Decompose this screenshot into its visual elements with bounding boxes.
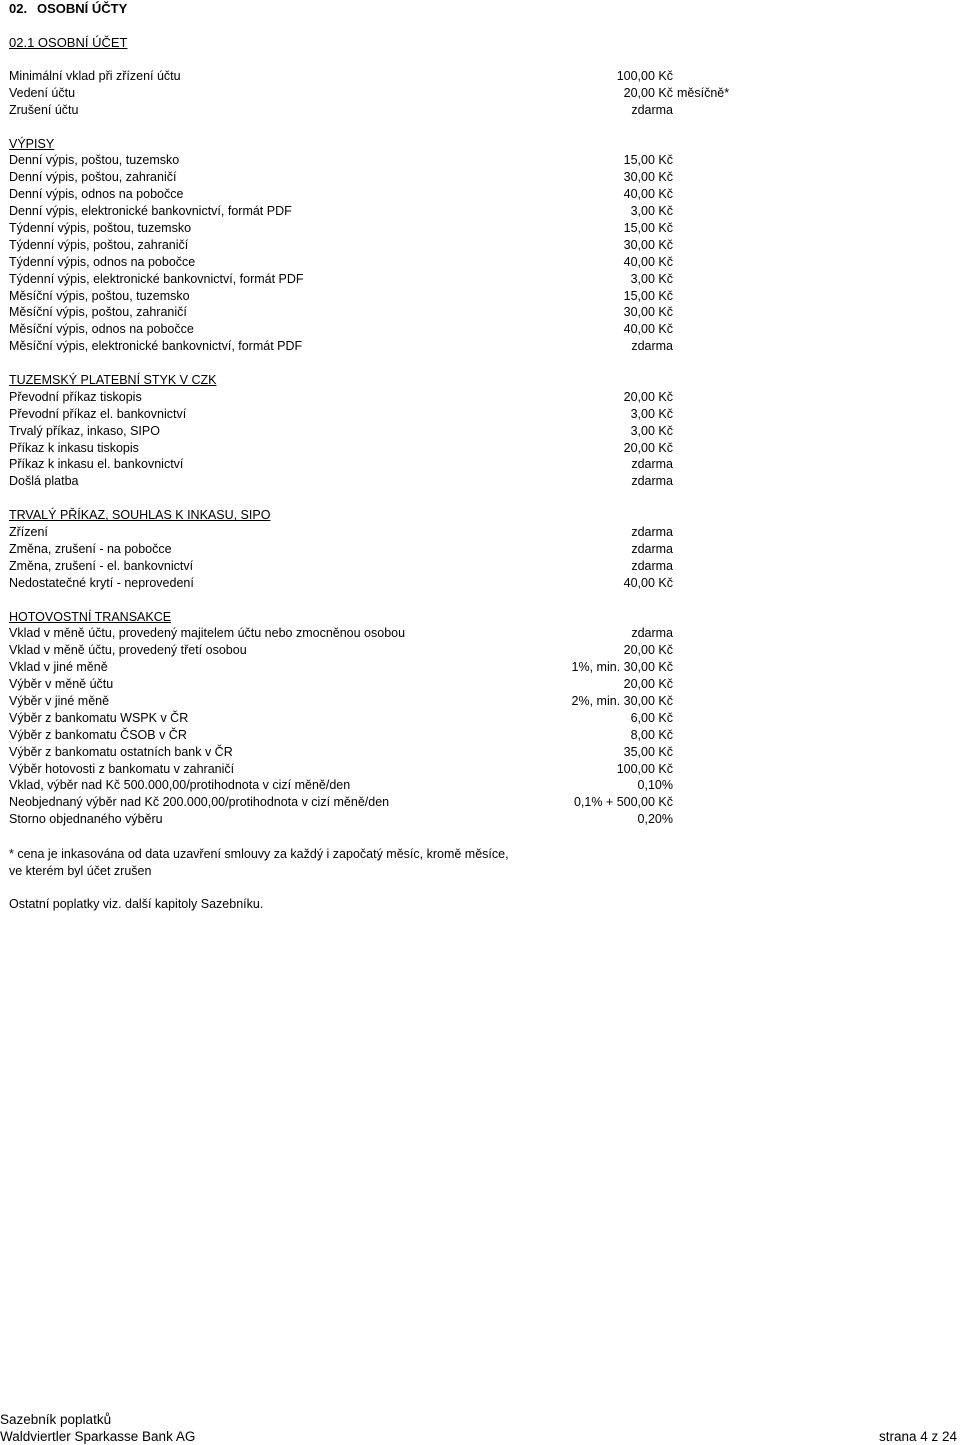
spacer <box>9 355 729 372</box>
fee-value: 6,00 Kč <box>630 710 673 725</box>
section-heading: TUZEMSKÝ PLATEBNÍ STYK V CZK <box>9 373 217 388</box>
fee-value: 0,10% <box>637 778 673 793</box>
section-heading-statements <box>9 136 729 153</box>
fee-label: Měsíční výpis, elektronické bankovnictví, formát PDF <box>9 339 303 354</box>
fee-value: 15,00 Kč <box>623 288 673 303</box>
fee-label: Příkaz k inkasu el. bankovnictví <box>9 457 184 472</box>
fee-row <box>9 642 729 659</box>
fee-row <box>9 304 729 321</box>
chapter-number: 02. <box>9 1 28 16</box>
subchapter-title: 02.1 OSOBNÍ ÚČET <box>9 35 128 50</box>
fee-row <box>9 440 729 457</box>
standing-rows <box>9 524 729 592</box>
fee-label: Změna, zrušení - el. bankovnictví <box>9 558 194 573</box>
statements-rows <box>9 152 729 355</box>
fee-row <box>9 676 729 693</box>
footer <box>0 1411 195 1445</box>
fee-value: 15,00 Kč <box>623 153 673 168</box>
section-heading: VÝPISY <box>9 136 55 151</box>
fee-label: Výběr z bankomatu WSPK v ČR <box>9 710 189 725</box>
fee-value: 20,00 Kč <box>623 643 673 658</box>
fee-row <box>9 321 729 338</box>
fee-label: Vklad v měně účtu, provedený majitelem účtu nebo zmocněnou osobou <box>9 626 406 641</box>
fee-label: Měsíční výpis, poštou, tuzemsko <box>9 288 190 303</box>
fee-row <box>9 406 729 423</box>
fee-label: Denní výpis, poštou, zahraničí <box>9 170 177 185</box>
cash-rows <box>9 625 729 828</box>
fee-row <box>9 237 729 254</box>
fee-label: Minimální vklad při zřízení účtu <box>9 69 181 83</box>
fee-row <box>9 169 729 186</box>
fee-value: zdarma <box>631 525 673 540</box>
fee-value: 40,00 Kč <box>623 575 673 590</box>
chapter-name: OSOBNÍ ÚČTY <box>37 1 128 16</box>
section-heading: HOTOVOSTNÍ TRANSAKCE <box>9 609 172 624</box>
fee-value: 20,00 Kč <box>623 677 673 692</box>
fee-row <box>9 811 729 828</box>
fee-row <box>9 203 729 220</box>
fee-suffix: měsíčně* <box>677 85 730 100</box>
fee-value: 3,00 Kč <box>630 271 673 286</box>
fee-row <box>9 777 729 794</box>
fee-list <box>9 68 729 828</box>
fee-row <box>9 271 729 288</box>
fee-label: Příkaz k inkasu tiskopis <box>9 440 139 455</box>
footer-document-title: Sazebník poplatků <box>0 1412 112 1427</box>
spacer <box>9 119 729 136</box>
fee-value: 40,00 Kč <box>623 322 673 337</box>
fee-row <box>9 254 729 271</box>
fee-value: 20,00 Kč <box>623 389 673 404</box>
fee-label: Vklad v měně účtu, provedený třetí osobou <box>9 643 247 658</box>
fee-row <box>9 558 729 575</box>
fee-row <box>9 456 729 473</box>
fee-value: 100,00 Kč <box>616 761 673 776</box>
fee-value: zdarma <box>631 558 673 573</box>
fee-label: Denní výpis, elektronické bankovnictví, formát PDF <box>9 204 292 219</box>
fee-label: Neobjednaný výběr nad Kč 200.000,00/protihodnota v cizí měně/den <box>9 795 390 810</box>
fee-row-account-maintenance <box>9 85 729 102</box>
fee-value: 35,00 Kč <box>623 744 673 759</box>
fee-value: 30,00 Kč <box>623 237 673 252</box>
fee-value: zdarma <box>631 541 673 556</box>
section-heading-standing-orders <box>9 507 729 524</box>
fee-row <box>9 575 729 592</box>
section-heading-cash <box>9 609 729 626</box>
fee-row <box>9 693 729 710</box>
fee-row <box>9 727 729 744</box>
fee-label: Měsíční výpis, odnos na pobočce <box>9 322 194 337</box>
fee-row <box>9 152 729 169</box>
fee-value: 2%, min. 30,00 Kč <box>571 693 673 708</box>
fee-label: Zrušení účtu <box>9 102 79 117</box>
fee-row <box>9 710 729 727</box>
fee-label: Převodní příkaz el. bankovnictví <box>9 406 187 421</box>
fee-label: Týdenní výpis, odnos na pobočce <box>9 254 196 269</box>
fee-value: 1%, min. 30,00 Kč <box>571 660 673 675</box>
fee-value: 8,00 Kč <box>630 727 673 742</box>
fee-row <box>9 659 729 676</box>
section-heading-domestic <box>9 372 729 389</box>
fee-value: 100,00 Kč <box>616 69 673 83</box>
fee-label: Výběr z bankomatu ostatních bank v ČR <box>9 744 233 759</box>
fee-row <box>9 288 729 305</box>
fee-label: Nedostatečné krytí - neprovedení <box>9 575 194 590</box>
fee-row-account-closing <box>9 102 729 119</box>
fee-value: zdarma <box>631 474 673 489</box>
fee-label: Výběr z bankomatu ČSOB v ČR <box>9 727 187 742</box>
fee-label: Výběr v měně účtu <box>9 677 114 692</box>
fee-label: Změna, zrušení - na pobočce <box>9 541 172 556</box>
fee-value: 0,1% + 500,00 Kč <box>573 795 673 810</box>
domestic-rows <box>9 389 729 490</box>
fee-label: Denní výpis, odnos na pobočce <box>9 187 184 202</box>
fee-row <box>9 473 729 490</box>
fee-value: 20,00 Kč <box>623 85 673 100</box>
fee-value: 3,00 Kč <box>630 204 673 219</box>
fee-row <box>9 423 729 440</box>
fee-row <box>9 744 729 761</box>
footnote-line: * cena je inkasována od data uzavření smlouvy za každý i započatý měsíc, kromě měsíce, <box>9 847 509 861</box>
fee-row <box>9 220 729 237</box>
fee-label: Vedení účtu <box>9 85 76 100</box>
fee-row <box>9 338 729 355</box>
fee-label: Týdenní výpis, poštou, zahraničí <box>9 237 189 252</box>
fee-label: Převodní příkaz tiskopis <box>9 389 142 404</box>
fee-row <box>9 761 729 778</box>
fee-label: Týdenní výpis, poštou, tuzemsko <box>9 221 192 236</box>
fee-value: 30,00 Kč <box>623 170 673 185</box>
fee-label: Došlá platba <box>9 474 79 489</box>
fee-label: Zřízení <box>9 525 48 540</box>
fee-label: Týdenní výpis, elektronické bankovnictví, formát PDF <box>9 271 304 286</box>
fee-label: Vklad, výběr nad Kč 500.000,00/protihodnota v cizí měně/den <box>9 778 351 793</box>
fee-row <box>9 625 729 642</box>
fee-value: 3,00 Kč <box>630 423 673 438</box>
fee-value: 30,00 Kč <box>623 305 673 320</box>
chapter-title <box>9 1 127 18</box>
fee-value: zdarma <box>631 457 673 472</box>
fee-value: 3,00 Kč <box>630 406 673 421</box>
spacer <box>9 490 729 507</box>
footnote <box>9 846 629 880</box>
fee-value: 20,00 Kč <box>623 440 673 455</box>
fee-label: Výběr v jiné měně <box>9 693 110 708</box>
fee-value: 40,00 Kč <box>623 187 673 202</box>
fee-value: 0,20% <box>637 812 673 827</box>
fee-row <box>9 389 729 406</box>
fee-label: Storno objednaného výběru <box>9 812 163 827</box>
fee-label: Měsíční výpis, poštou, zahraničí <box>9 305 187 320</box>
fee-label: Denní výpis, poštou, tuzemsko <box>9 153 180 168</box>
footer-bank-name: Waldviertler Sparkasse Bank AG <box>0 1429 196 1444</box>
fee-row-minimum-deposit <box>9 68 729 85</box>
fee-row <box>9 794 729 811</box>
fee-row <box>9 186 729 203</box>
fee-value: 15,00 Kč <box>623 221 673 236</box>
fee-row <box>9 524 729 541</box>
fee-label: Výběr hotovosti z bankomatu v zahraničí <box>9 761 235 776</box>
fee-value: zdarma <box>631 626 673 641</box>
fee-value: zdarma <box>631 339 673 354</box>
section-heading: TRVALÝ PŘÍKAZ, SOUHLAS K INKASU, SIPO <box>9 508 271 523</box>
footnote-line: ve kterém byl účet zrušen <box>9 863 152 878</box>
fee-row <box>9 541 729 558</box>
page-number: strana 4 z 24 <box>878 1429 957 1444</box>
fee-label: Vklad v jiné měně <box>9 660 108 675</box>
fee-value: 40,00 Kč <box>623 254 673 269</box>
spacer <box>9 592 729 609</box>
fee-value: zdarma <box>631 102 673 117</box>
other-fees-note: Ostatní poplatky viz. další kapitoly Sazebníku. <box>9 897 264 911</box>
fee-label: Trvalý příkaz, inkaso, SIPO <box>9 423 160 438</box>
